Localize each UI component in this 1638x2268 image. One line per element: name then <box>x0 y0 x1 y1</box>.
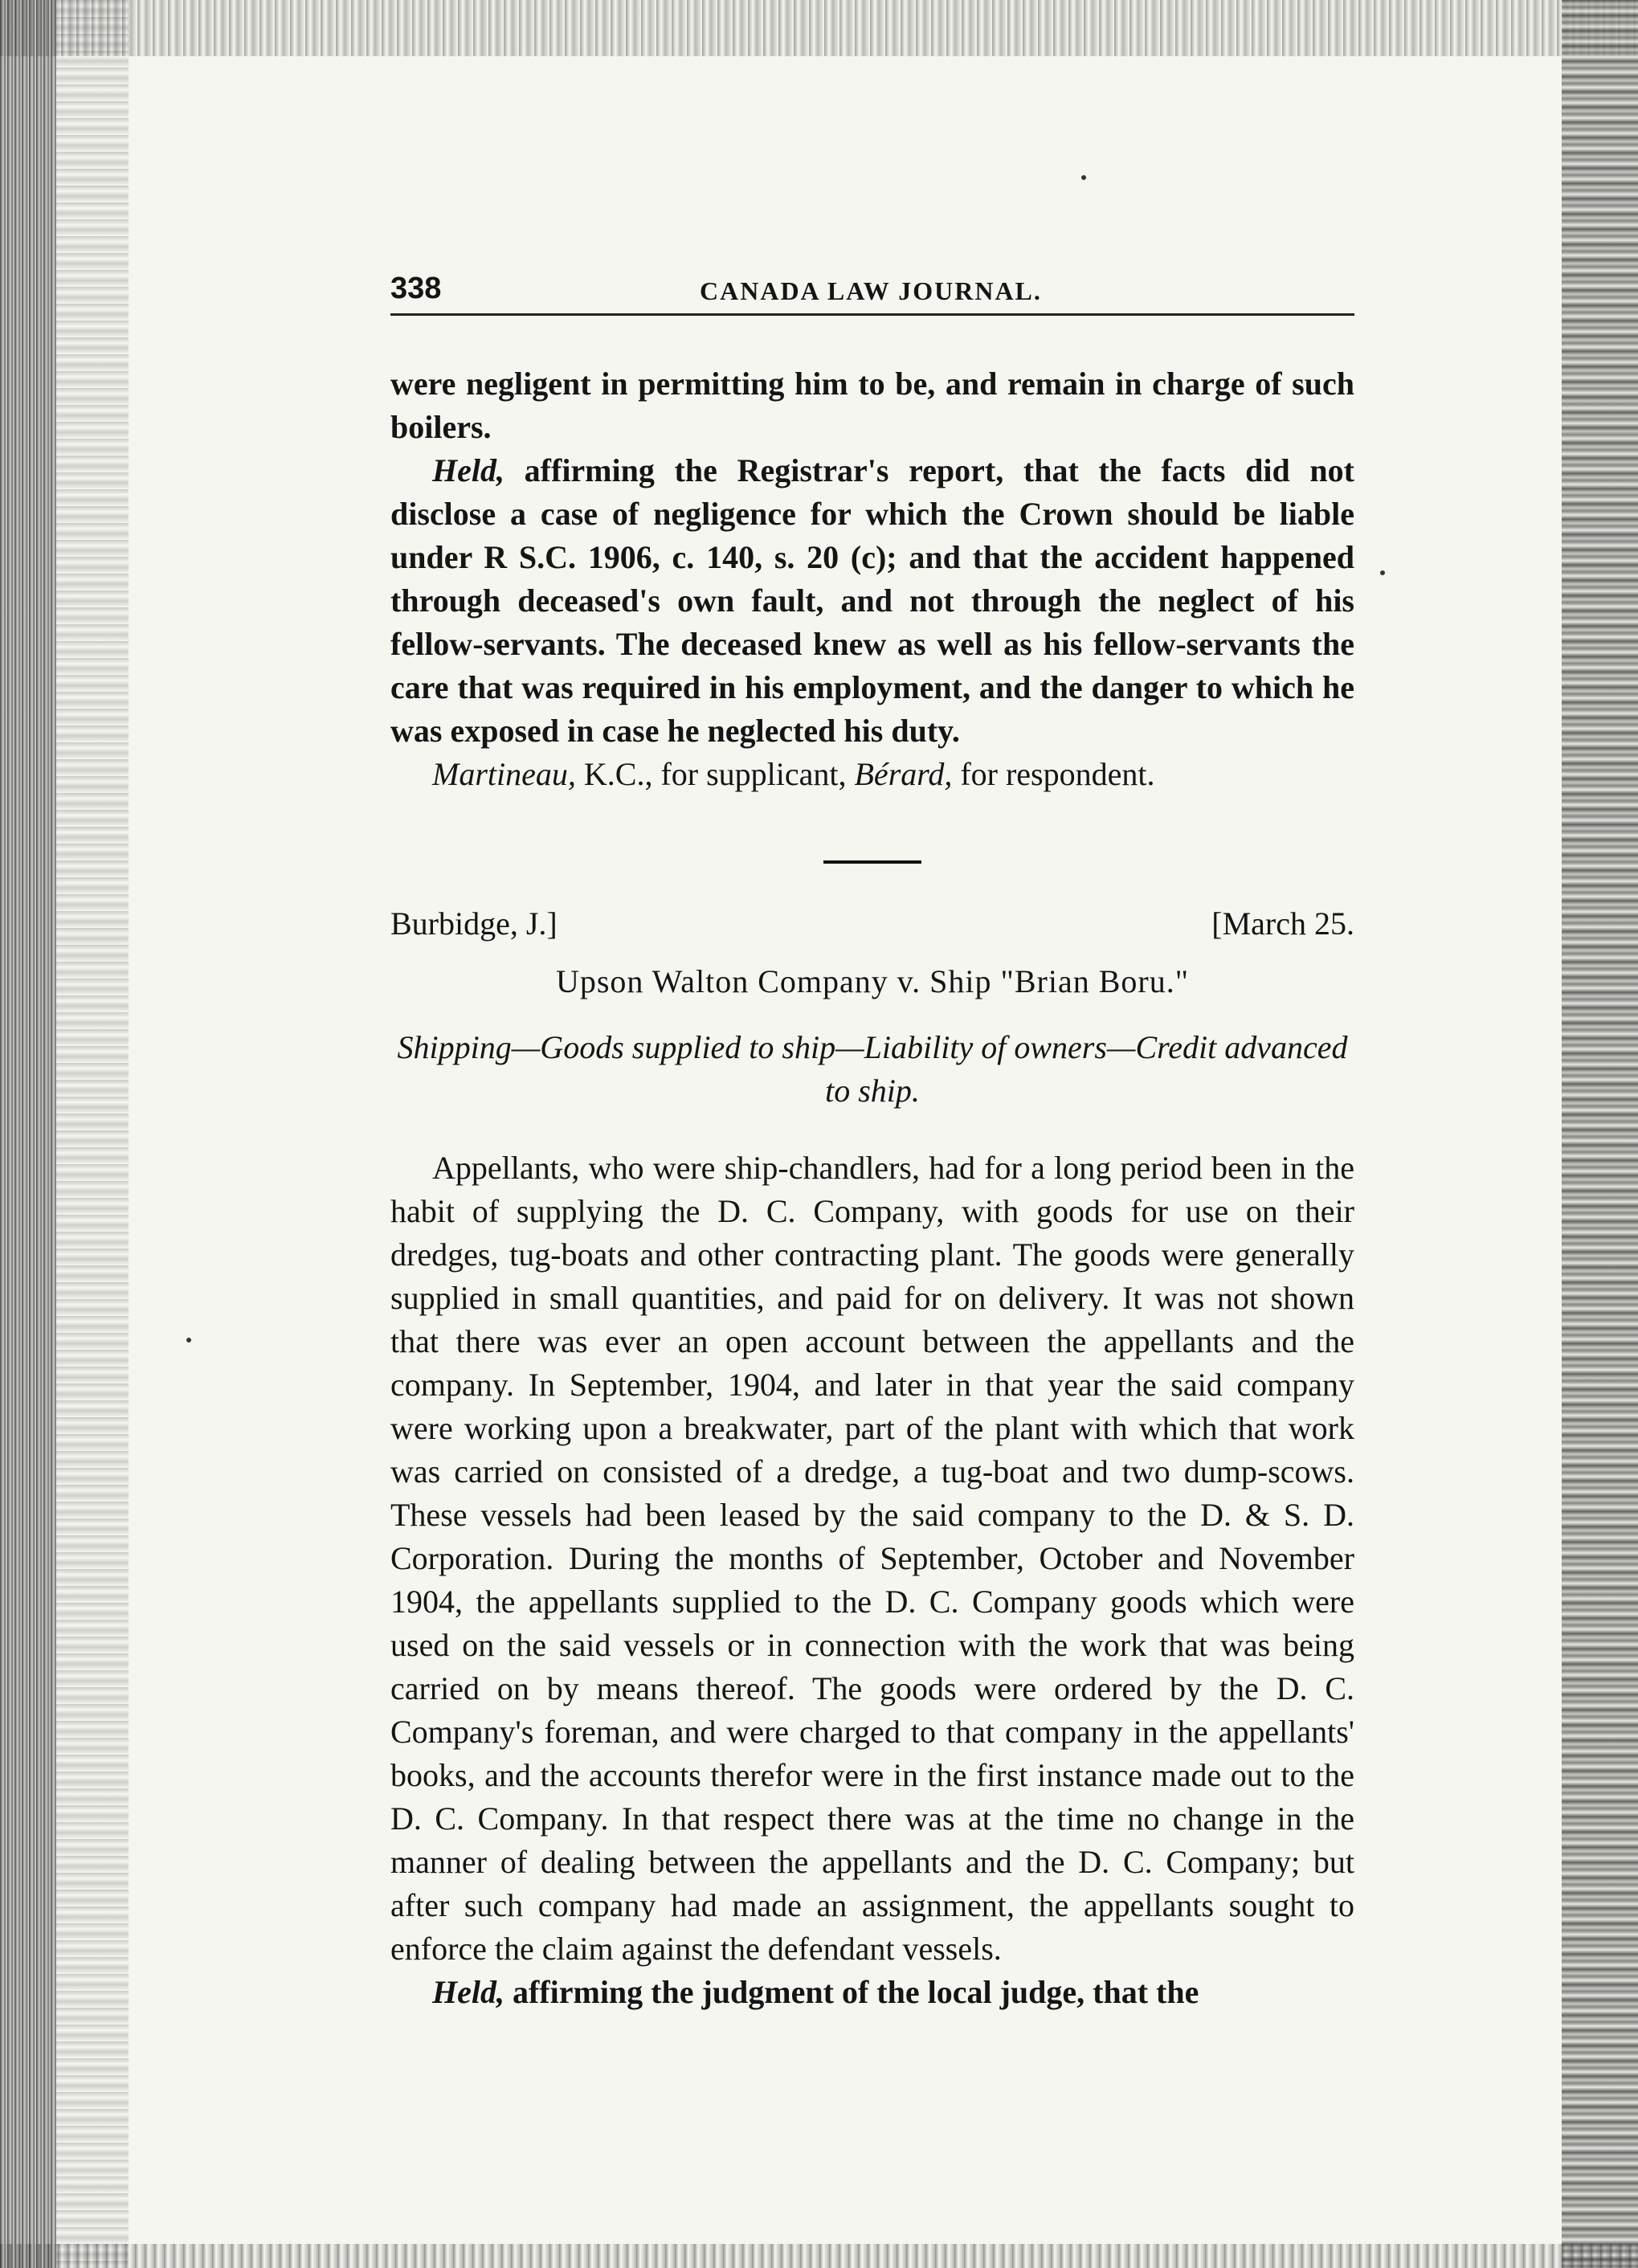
binding-shadow-left <box>0 0 56 2268</box>
respondent-counsel: Bérard, <box>854 756 953 792</box>
case-held-label: Held, <box>432 1974 504 2010</box>
case-facts: Appellants, who were ship-chandlers, had for a long period been in the habit of supplying the D. C. Company, with goods for use on their dredges, tug-boats and other contracting plant. The goods were generally supplied in small quantities, and paid for on delivery. It was not shown that there was ever an open account between the appellants and the company. In September, 1904, and later in that year the said company were working upon a breakwater, part of the plant with which that work was carried on consisted of a dredge, a tug-boat and two dump-scows. These vessels had been leased by the said company to the D. & S. D. Corporation. During the months of September, October and November 1904, the appellants supplied to the D. C. Company goods which were used on the said vessels or in connection with the work that was being carried on by means thereof. The goods were ordered by the D. C. Company's foreman, and were charged to that company in the appellants' books, and the accounts therefor were in the first instance made out to the D. C. Company. In that respect there was at the time no change in the manner of dealing between the appellants and the D. C. Company; but after such company had made an assignment, the appellants sought to enforce the claim against the defendant vessels. <box>390 1150 1354 1967</box>
counsel-line <box>390 753 1354 796</box>
case-headnote: Shipping—Goods supplied to ship—Liability of owners—Credit advanced to ship. <box>397 1029 1348 1109</box>
speck <box>1380 570 1385 575</box>
case-title: Upson Walton Company v. Ship "Brian Boru." <box>555 963 1190 999</box>
prior-case-opening: were negligent in permitting him to be, and remain in charge of such boilers. <box>390 366 1354 445</box>
supplicant-text: K.C., for supplicant, <box>575 756 855 792</box>
held-text: affirming the Registrar's report, that the facts did not disclose a case of negligence for which the Crown should be liable under R S.C. 1906, c. 140, s. 20 (c); and that the accident happened through deceased's own fault, and not through the neglect of his fellow-servants. The deceased knew as well as his fellow-servants the care that was required in his employment, and the danger to which he was exposed in case he neglected his duty. <box>390 452 1354 749</box>
case-held-text: affirming the judgment of the local judge, that the <box>504 1974 1199 2010</box>
page-header <box>390 265 1354 316</box>
respondent-text: for respondent. <box>952 756 1155 792</box>
speck <box>1081 175 1086 180</box>
running-title: CANADA LAW JOURNAL. <box>700 276 1042 305</box>
section-divider <box>823 860 921 864</box>
case-held <box>390 1971 1354 2014</box>
decision-date: [March 25. <box>1211 905 1354 942</box>
binding-noise-left <box>56 0 129 2268</box>
prior-case-block <box>390 362 1354 753</box>
scan-noise-top <box>0 0 1638 56</box>
scan-noise-bottom <box>0 2244 1638 2268</box>
prior-case-held <box>390 449 1354 753</box>
page-number: 338 <box>390 272 442 305</box>
speck <box>186 1338 191 1342</box>
page-edge-right <box>1562 0 1638 2268</box>
supplicant-counsel: Martineau, <box>432 756 576 792</box>
court-line <box>390 902 1354 946</box>
judge-name: Burbidge, J.] <box>390 905 558 942</box>
page-content <box>390 265 1354 2014</box>
held-label: Held, <box>432 452 504 488</box>
